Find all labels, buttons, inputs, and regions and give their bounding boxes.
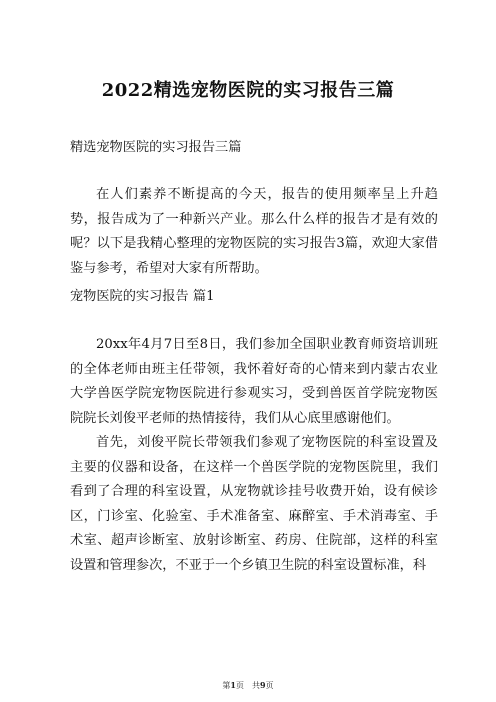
intro-block [70, 183, 438, 281]
page-footer [0, 680, 496, 691]
footer-suffix: 页 [265, 681, 274, 690]
body-block [70, 333, 438, 578]
footer-current-page: 1 [230, 680, 236, 690]
section-heading-block [70, 285, 438, 310]
footer-prefix: 第 [222, 681, 231, 690]
body-paragraph-2: 首先，刘俊平院长带领我们参观了宠物医院的科室设置及主要的仪器和设备，在这样一个兽医学院的宠物医院里，我们看到了合理的科室设置，从宠物就诊挂号收费开始，设有候诊区，门诊室、化验室、手术准备室、麻醉室、手术消毒室、手术室、超声诊断室、放射诊断室、药房、住院部，这样的科室设置和管理参次，不亚于一个乡镇卫生院的科室设置标准，科 [70, 435, 438, 573]
footer-mid: 页 共 [236, 681, 260, 690]
document-title: 2022精选宠物医院的实习报告三篇 [101, 80, 395, 101]
intro-paragraph: 在人们素养不断提高的今天，报告的使用频率呈上升趋势，报告成为了一种新兴产业。那么什么样的报告才是有效的呢？以下是我精心整理的宠物医院的实习报告3篇，欢迎大家借鉴与参考，希望对大家有所帮助。 [70, 187, 438, 276]
footer-total-pages: 9 [260, 680, 266, 690]
document-subtitle [70, 136, 438, 161]
subtitle-text: 精选宠物医院的实习报告三篇 [70, 140, 242, 155]
body-paragraph-1: 20xx年4月7日至8日，我们参加全国职业教育师资培训班的全体老师由班主任带领，我怀着好奇的心情来到内蒙古农业大学兽医学院宠物医院进行参观实习，受到兽医首学院宠物医院院长刘俊平老师的热情接待，我们从心底里感谢他们。 [70, 337, 438, 426]
section-heading: 宠物医院的实习报告 篇1 [70, 289, 215, 304]
